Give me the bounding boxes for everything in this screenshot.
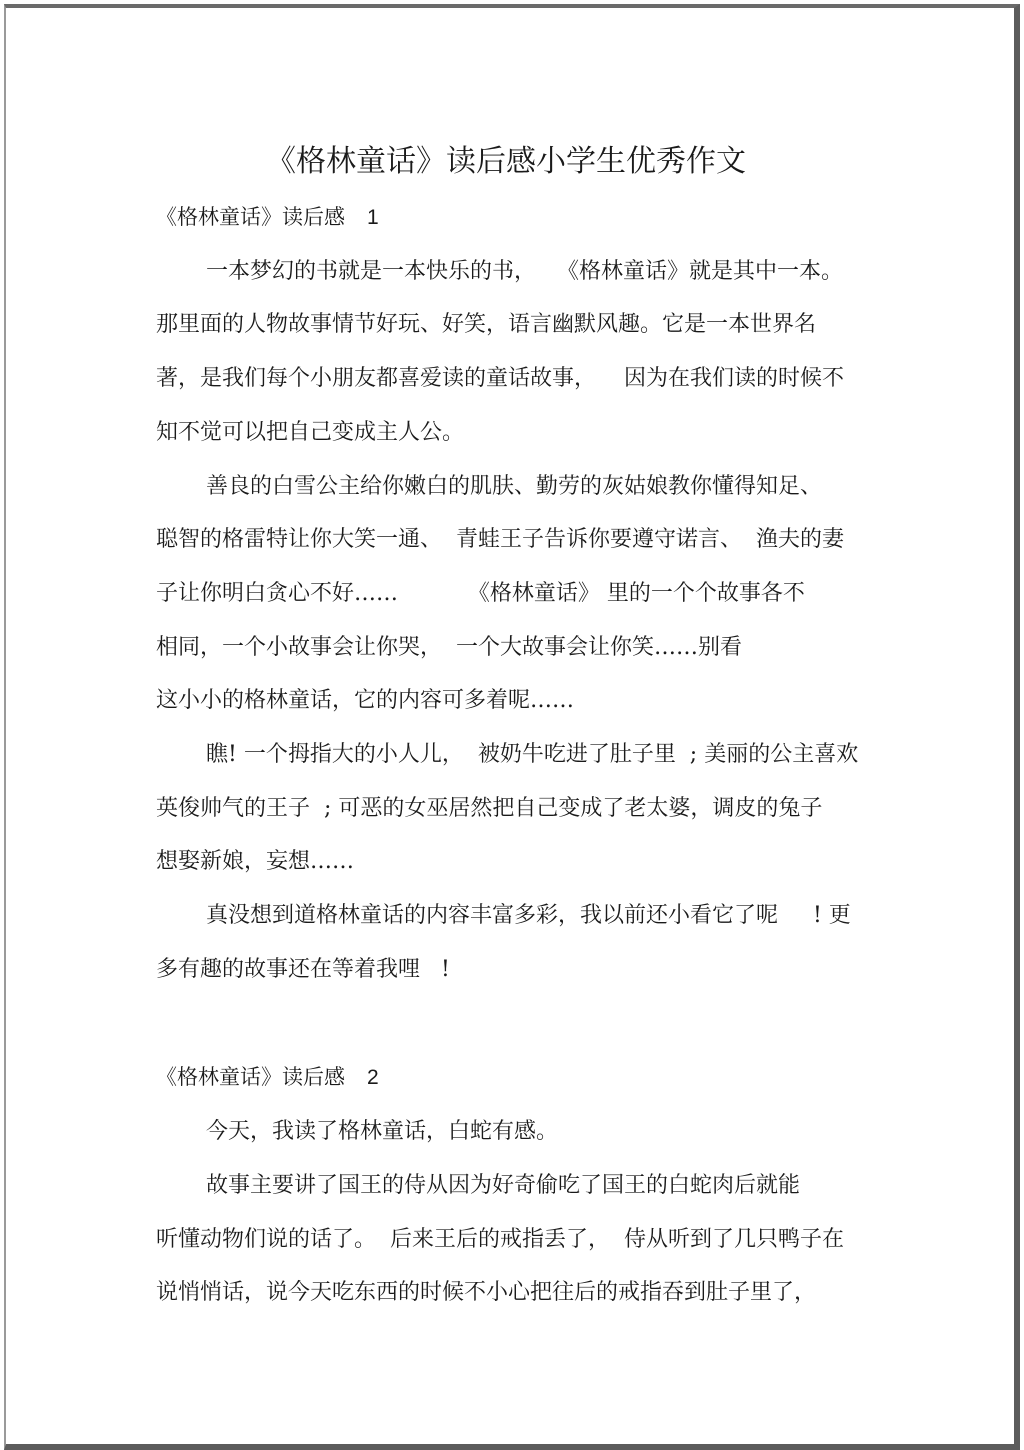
paragraph-line: 真没想到道格林童话的内容丰富多彩，我以前还小看它了呢 ! 更 [206, 903, 851, 928]
page-title: 《格林童话》读后感小学生优秀作文 [266, 144, 746, 179]
paragraph-line: 瞧! 一个拇指大的小人儿， 被奶牛吃进了肚子里 ; 美丽的公主喜欢 [206, 742, 859, 767]
section-heading-1 [156, 201, 379, 231]
paragraph-line: 今天，我读了格林童话，白蛇有感。 [206, 1119, 559, 1144]
paragraph-line: 知不觉可以把自己变成主人公。 [156, 420, 465, 445]
paragraph-line: 子让你明白贪心不好…… 《格林童话》 里的一个个故事各不 [156, 581, 805, 606]
section-heading-text: 《格林童话》读后感 [156, 1065, 345, 1089]
paragraph-line: 听懂动物们说的话了。 后来王后的戒指丢了， 侍从听到了几只鸭子在 [156, 1227, 844, 1252]
document-page [4, 4, 1020, 1450]
paragraph-line: 善良的白雪公主给你嫩白的肌肤、勤劳的灰姑娘教你懂得知足、 [206, 474, 823, 499]
paragraph-line: 这小小的格林童话，它的内容可多着呢…… [156, 688, 575, 713]
section-heading-text: 《格林童话》读后感 [156, 205, 345, 229]
paragraph-line: 相同，一个小故事会让你哭， 一个大故事会让你笑……别看 [156, 635, 742, 660]
paragraph-line: 那里面的人物故事情节好玩、好笑，语言幽默风趣。它是一本世界名 [156, 312, 817, 337]
paragraph-line: 著，是我们每个小朋友都喜爱读的童话故事， 因为在我们读的时候不 [156, 366, 844, 391]
paragraph-line: 一本梦幻的书就是一本快乐的书， 《格林童话》就是其中一本。 [206, 259, 843, 284]
paragraph-line: 故事主要讲了国王的侍从因为好奇偷吃了国王的白蛇肉后就能 [206, 1173, 801, 1198]
section-number: 2 [367, 1066, 379, 1089]
section-number: 1 [367, 206, 379, 229]
paragraph-line: 说悄悄话，说今天吃东西的时候不小心把往后的戒指吞到肚子里了， [156, 1280, 817, 1305]
section-heading-2 [156, 1061, 379, 1091]
paragraph-line: 英俊帅气的王子 ; 可恶的女巫居然把自己变成了老太婆，调皮的兔子 [156, 796, 823, 821]
paragraph-line: 想娶新娘，妄想…… [156, 849, 355, 874]
paragraph-line: 聪智的格雷特让你大笑一通、 青蛙王子告诉你要遵守诺言、 渔夫的妻 [156, 527, 844, 552]
paragraph-line: 多有趣的故事还在等着我哩 ! [156, 957, 450, 982]
